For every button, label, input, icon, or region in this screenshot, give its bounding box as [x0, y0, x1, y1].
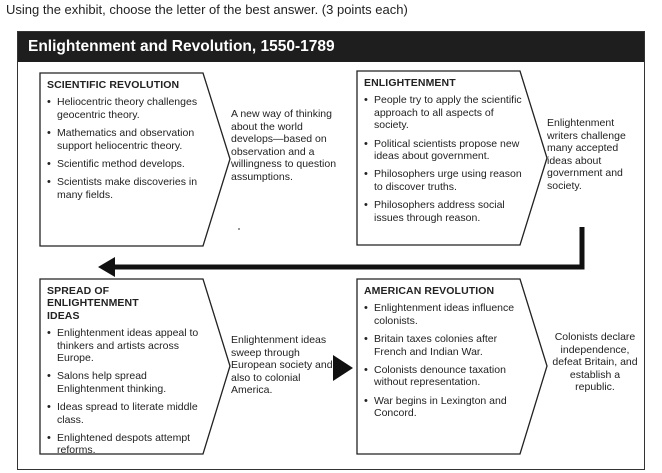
instruction-text: Using the exhibit, choose the letter of the best answer. (3 points each)	[6, 2, 408, 17]
connector-text-row1-middle: A new way of thinking about the world develops—based on observation and a willingness to question assumptions.	[231, 108, 337, 183]
list-item: • Colonists denounce taxation without representation.	[364, 364, 524, 389]
list-item: • Political scientists propose new ideas about government.	[364, 138, 524, 163]
diagram-frame	[17, 31, 645, 470]
american-revolution-heading: AMERICAN REVOLUTION	[364, 285, 495, 297]
list-item: • Enlightenment ideas appeal to thinkers and artists across Europe.	[47, 327, 207, 364]
connector-text-row2-right: Colonists declare independence, defeat Britain, and establish a republic.	[552, 331, 638, 394]
list-item: • War begins in Lexington and Concord.	[364, 395, 524, 420]
list-item: • Scientists make discoveries in many fields.	[47, 176, 207, 201]
list-item: • Philosophers urge using reason to discover truths.	[364, 168, 524, 193]
list-item: • Enlightened despots attempt reforms.	[47, 432, 207, 457]
american-revolution-list	[364, 302, 524, 419]
scientific-revolution-box	[39, 72, 231, 247]
connector-text-row1-right: Enlightenment writers challenge many accepted ideas about government and society.	[547, 117, 626, 192]
scientific-revolution-heading: SCIENTIFIC REVOLUTION	[47, 79, 180, 91]
list-item: • Salons help spread Enlightenment thinking.	[47, 370, 207, 395]
scientific-revolution-list	[47, 96, 207, 201]
list-item: • Ideas spread to literate middle class.	[47, 401, 207, 426]
list-item: • Scientific method develops.	[47, 158, 207, 170]
right-arrow-icon	[333, 355, 353, 381]
spread-heading: SPREAD OF ENLIGHTENMENT IDEAS	[47, 285, 139, 322]
list-item: • People try to apply the scientific approach to all aspects of society.	[364, 94, 524, 131]
spread-of-enlightenment-box	[39, 278, 231, 455]
list-item: • Heliocentric theory challenges geocentric theory.	[47, 96, 207, 121]
connector-text-row2-middle: Enlightenment ideas sweep through European society and also to colonial America.	[231, 334, 333, 397]
list-item: • Enlightenment ideas influence colonists.	[364, 302, 524, 327]
enlightenment-list	[364, 94, 524, 224]
list-item: • Philosophers address social issues through reason.	[364, 199, 524, 224]
list-item: • Britain taxes colonies after French and Indian War.	[364, 333, 524, 358]
enlightenment-heading: ENLIGHTENMENT	[364, 77, 456, 89]
enlightenment-box	[356, 70, 548, 246]
spread-list	[47, 327, 207, 457]
list-item: • Mathematics and observation support heliocentric theory.	[47, 127, 207, 152]
diagram-title: Enlightenment and Revolution, 1550-1789	[18, 32, 644, 62]
american-revolution-box	[356, 278, 548, 455]
